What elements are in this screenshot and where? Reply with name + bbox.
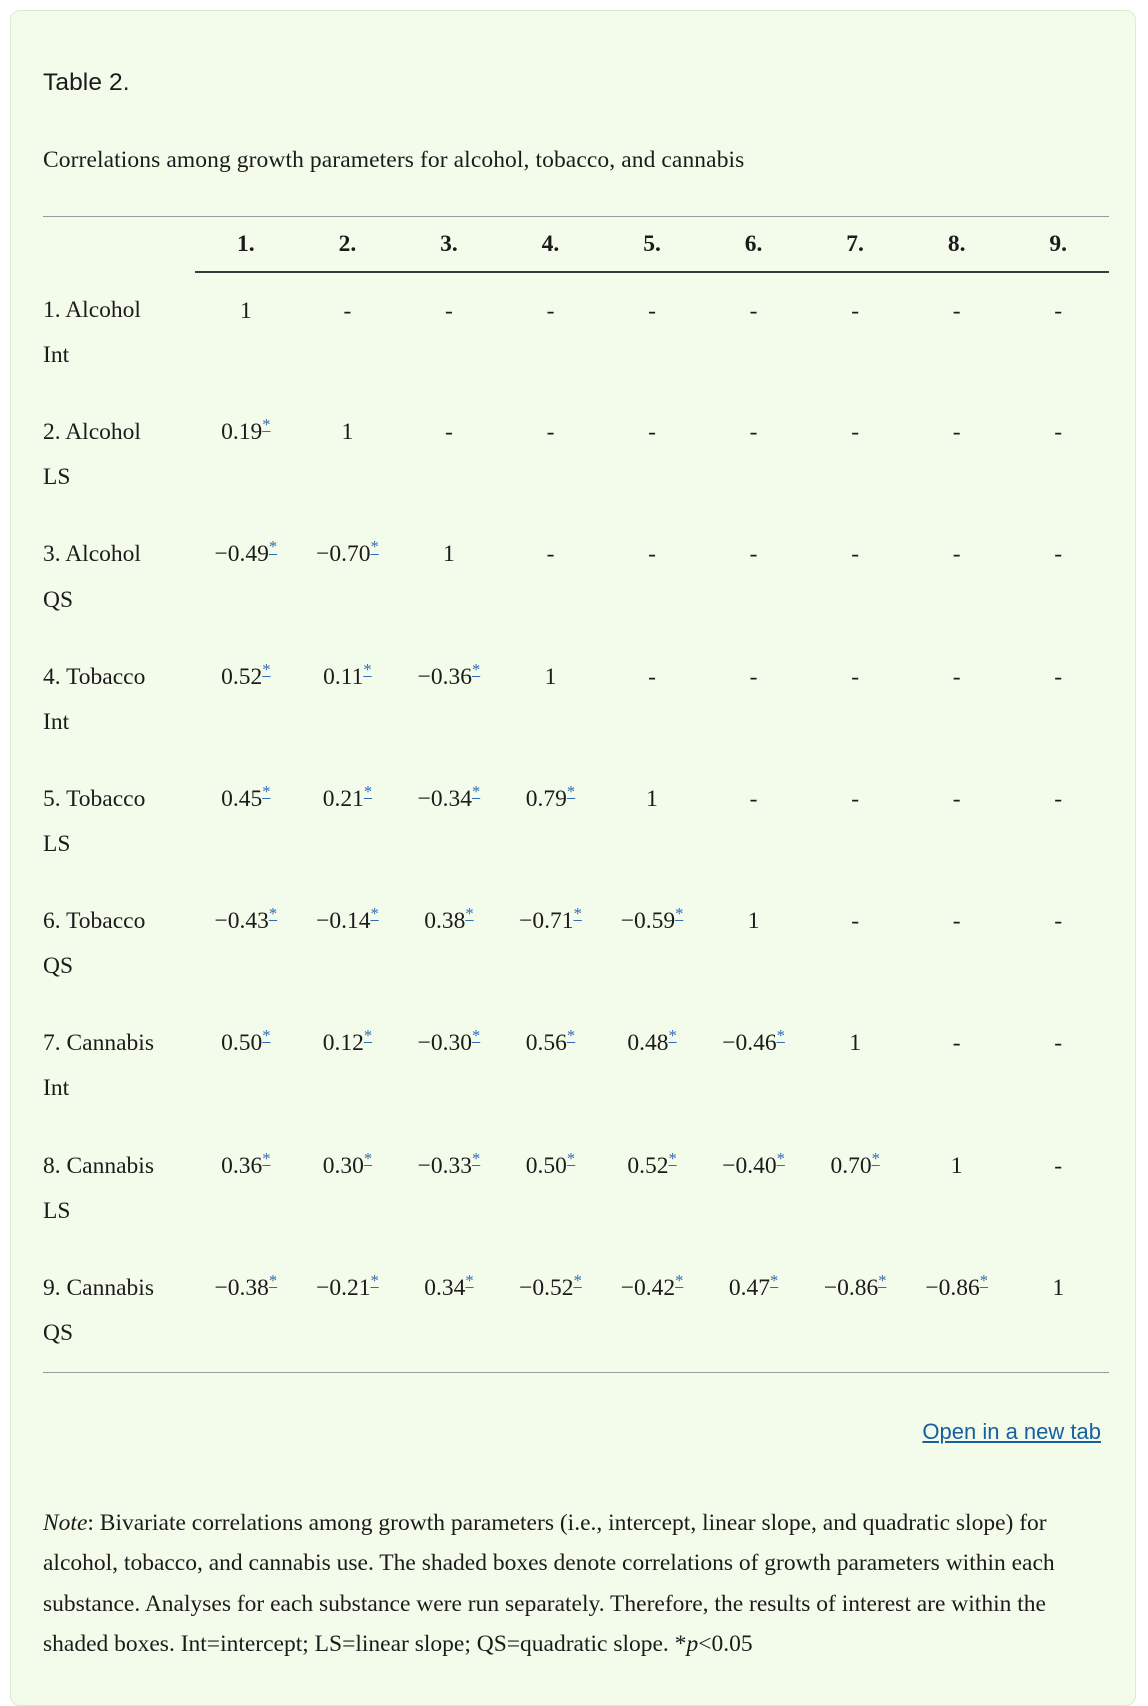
significance-star-link[interactable]: * <box>370 904 379 924</box>
table-cell-value <box>398 639 500 761</box>
table-cell-empty <box>1007 761 1109 883</box>
row-label-line2: LS <box>43 464 71 491</box>
cell-value: - <box>1054 785 1063 812</box>
row-label <box>43 272 195 394</box>
cell-value: 0.56 <box>525 1030 567 1057</box>
cell-value: - <box>952 663 961 690</box>
significance-star-link[interactable]: * <box>668 1026 677 1046</box>
column-header-4: 4. <box>500 217 602 273</box>
table-cell-empty <box>906 761 1008 883</box>
row-label-line2: Int <box>43 1075 70 1102</box>
table-cell-value <box>195 1250 297 1373</box>
table-cell-empty <box>804 516 906 638</box>
cell-value: - <box>648 663 656 690</box>
row-label-line2: Int <box>43 708 70 735</box>
cell-value: 1 <box>950 1152 963 1179</box>
row-label <box>43 639 195 761</box>
significance-star-link[interactable]: * <box>566 1148 576 1168</box>
table-cell-empty <box>906 272 1008 394</box>
cell-value: 0.19 <box>221 419 263 446</box>
table-row <box>43 1250 1109 1373</box>
cell-value: - <box>445 419 453 446</box>
cell-value: 1 <box>341 419 354 446</box>
significance-star-link[interactable]: * <box>776 1148 785 1168</box>
table-cell-value <box>195 761 297 883</box>
table-cell-empty <box>804 394 906 516</box>
table-card <box>10 10 1136 1706</box>
table-cell-value <box>601 1005 703 1127</box>
cell-value: −0.86 <box>823 1274 879 1301</box>
cell-value: −0.71 <box>519 908 574 935</box>
cell-value: 0.30 <box>322 1152 364 1179</box>
cell-value: 0.47 <box>728 1274 771 1301</box>
table-cell-value <box>500 1005 602 1127</box>
cell-value: - <box>749 785 758 812</box>
cell-value: - <box>648 541 656 568</box>
table-cell-value <box>195 394 297 516</box>
row-label-header <box>43 217 195 273</box>
significance-star-link[interactable]: * <box>472 1148 481 1168</box>
cell-value: 0.48 <box>627 1030 669 1057</box>
cell-value: 0.21 <box>322 785 364 812</box>
significance-star-link[interactable]: * <box>363 782 373 802</box>
table-cell-empty <box>703 761 805 883</box>
cell-value: - <box>851 541 860 568</box>
table-cell-value <box>398 1005 500 1127</box>
significance-star-link[interactable]: * <box>370 537 379 557</box>
table-cell-empty <box>500 394 602 516</box>
cell-value: 1 <box>849 1030 861 1057</box>
row-label <box>43 1005 195 1127</box>
row-label-line1: 1. Alcohol <box>43 297 141 323</box>
table-cell-value <box>195 272 297 394</box>
table-header-row <box>43 217 1109 273</box>
table-note <box>33 1445 1113 1705</box>
cell-value: - <box>952 541 961 568</box>
cell-value: - <box>1054 663 1063 690</box>
cell-value: 0.50 <box>221 1030 263 1057</box>
table-row <box>43 1005 1109 1127</box>
table-cell-value <box>398 761 500 883</box>
cell-value: - <box>952 908 961 935</box>
cell-value: 1 <box>646 785 658 812</box>
significance-star-link[interactable]: * <box>472 1026 481 1046</box>
cell-value: - <box>546 298 555 324</box>
cell-value: 0.36 <box>221 1152 263 1179</box>
note-label-suffix: : <box>87 1509 100 1536</box>
cell-value: - <box>749 663 758 690</box>
cell-value: −0.30 <box>417 1030 473 1057</box>
table-row <box>43 516 1109 638</box>
table-cell-value <box>195 639 297 761</box>
row-label-line1: 9. Cannabis <box>43 1274 154 1301</box>
table-cell-value <box>398 883 500 1005</box>
cell-value: 0.45 <box>221 785 263 812</box>
table-cell-empty <box>804 639 906 761</box>
table-row <box>43 761 1109 883</box>
significance-star-link[interactable]: * <box>472 782 481 802</box>
table-cell-empty <box>1007 394 1109 516</box>
column-header-7: 7. <box>804 217 906 273</box>
table-cell-empty <box>1007 272 1109 394</box>
significance-star-link[interactable]: * <box>472 659 481 679</box>
cell-value: −0.33 <box>417 1152 473 1179</box>
table-body <box>43 272 1109 1372</box>
cell-value: - <box>546 419 555 446</box>
column-header-9: 9. <box>1007 217 1109 273</box>
cell-value: - <box>1054 419 1063 446</box>
row-label-line2: Int <box>43 342 70 369</box>
cell-value: - <box>851 419 860 446</box>
table-container <box>33 216 1113 1373</box>
significance-star-link[interactable]: * <box>573 1270 582 1290</box>
cell-value: −0.86 <box>925 1274 980 1301</box>
table-cell-value <box>297 639 399 761</box>
cell-value: −0.49 <box>214 541 269 568</box>
table-cell-empty <box>906 516 1008 638</box>
cell-value: - <box>749 541 758 568</box>
significance-star-link[interactable]: * <box>268 904 278 924</box>
cell-value: - <box>952 298 961 324</box>
row-label-line2: QS <box>43 953 74 980</box>
cell-value: 0.79 <box>525 785 567 812</box>
open-in-new-tab-container <box>33 1373 1113 1445</box>
significance-star-link[interactable]: * <box>262 415 271 435</box>
column-header-1: 1. <box>195 217 297 273</box>
table-cell-value <box>703 883 805 1005</box>
table-cell-value <box>500 1128 602 1250</box>
cell-value: - <box>1054 908 1063 935</box>
cell-value: 1 <box>544 663 557 690</box>
significance-star-link[interactable]: * <box>268 537 278 557</box>
table-cell-value <box>297 516 399 638</box>
significance-star-link[interactable]: * <box>370 1270 379 1290</box>
table-cell-value <box>500 1250 602 1373</box>
row-label <box>43 394 195 516</box>
significance-star-link[interactable]: * <box>262 1026 271 1046</box>
table-cell-value <box>703 1128 805 1250</box>
cell-value: - <box>952 1030 961 1057</box>
table-cell-empty <box>1007 1128 1109 1250</box>
row-label-line1: 3. Alcohol <box>43 541 141 568</box>
cell-value: - <box>546 541 555 568</box>
table-cell-empty <box>398 272 500 394</box>
cell-value: 0.38 <box>424 908 466 935</box>
cell-value: 1 <box>443 541 455 568</box>
cell-value: - <box>851 785 860 812</box>
table-cell-empty <box>1007 516 1109 638</box>
cell-value: - <box>851 908 860 935</box>
column-header-2: 2. <box>297 217 399 273</box>
table-row <box>43 883 1109 1005</box>
table-cell-value <box>398 516 500 638</box>
table-cell-value <box>804 1128 906 1250</box>
table-cell-empty <box>804 272 906 394</box>
table-cell-empty <box>500 516 602 638</box>
table-row <box>43 639 1109 761</box>
table-cell-value <box>601 1128 703 1250</box>
column-header-8: 8. <box>906 217 1008 273</box>
correlation-table <box>43 216 1109 1373</box>
cell-value: 0.50 <box>525 1152 567 1179</box>
table-cell-value <box>500 639 602 761</box>
cell-value: - <box>952 419 961 446</box>
significance-star-link[interactable]: * <box>770 1270 779 1290</box>
significance-star-link[interactable]: * <box>566 1026 576 1046</box>
significance-star-link[interactable]: * <box>262 659 271 679</box>
cell-value: −0.40 <box>722 1152 777 1179</box>
table-cell-empty <box>601 394 703 516</box>
table-cell-value <box>906 1250 1008 1373</box>
cell-value: - <box>1054 1152 1063 1179</box>
cell-value: 0.52 <box>221 663 263 690</box>
cell-value: −0.36 <box>417 663 473 690</box>
cell-value: 1 <box>747 908 760 935</box>
table-row <box>43 1128 1109 1250</box>
table-caption: Correlations among growth parameters for alcohol, tobacco, and cannabis <box>43 147 745 173</box>
cell-value: −0.70 <box>316 541 371 568</box>
cell-value: 1 <box>239 298 252 324</box>
table-head <box>43 217 1109 273</box>
cell-value: 0.12 <box>322 1030 364 1057</box>
open-in-new-tab-link[interactable]: Open in a new tab <box>922 1418 1101 1444</box>
table-cell-empty <box>804 761 906 883</box>
table-cell-empty <box>703 394 805 516</box>
table-cell-value <box>195 1005 297 1127</box>
row-label <box>43 761 195 883</box>
cell-value: −0.46 <box>722 1030 777 1057</box>
cell-value: −0.42 <box>620 1274 676 1301</box>
note-body: Bivariate correlations among growth parameters (i.e., intercept, linear slope, and quadratic slope) for alcohol, tobacco, and cannabis use. The shaded boxes denote correlations of growth parameters within each substance. Analyses for each substance were run separately. Therefore, the results of interest are within the shaded boxes. Int=intercept; LS=linear slope; QS=quadratic slope. <box>43 1509 1055 1658</box>
cell-value: 1 <box>1052 1274 1065 1301</box>
row-label-line1: 5. Tobacco <box>43 785 146 812</box>
table-cell-value <box>195 516 297 638</box>
row-label-line2: LS <box>43 830 71 857</box>
table-cell-value <box>601 1250 703 1373</box>
cell-value: −0.38 <box>214 1274 269 1301</box>
cell-value: - <box>749 419 758 446</box>
table-cell-empty <box>500 272 602 394</box>
column-header-6: 6. <box>703 217 805 273</box>
row-label-line2: QS <box>43 586 74 613</box>
row-label-line1: 7. Cannabis <box>43 1030 154 1057</box>
significance-star-link[interactable]: * <box>878 1270 887 1290</box>
column-header-3: 3. <box>398 217 500 273</box>
significance-star-link[interactable]: * <box>668 1148 677 1168</box>
cell-value: −0.43 <box>214 908 269 935</box>
significance-star-link[interactable]: * <box>675 1270 684 1290</box>
note-p-value: <0.05 <box>698 1631 753 1658</box>
significance-star-link[interactable]: * <box>262 782 271 802</box>
cell-value: - <box>343 298 352 324</box>
table-cell-empty <box>297 272 399 394</box>
significance-star-link[interactable]: * <box>262 1148 271 1168</box>
significance-star-link[interactable]: * <box>979 1270 988 1290</box>
table-cell-value <box>398 1128 500 1250</box>
table-cell-empty <box>906 639 1008 761</box>
row-label <box>43 1128 195 1250</box>
table-cell-value <box>297 1250 399 1373</box>
significance-star-link[interactable]: * <box>363 1148 373 1168</box>
table-cell-value <box>297 761 399 883</box>
cell-value: - <box>1054 298 1063 324</box>
table-cell-value <box>500 761 602 883</box>
table-cell-empty <box>601 639 703 761</box>
cell-value: - <box>1054 1030 1063 1057</box>
table-row <box>43 394 1109 516</box>
table-cell-value <box>195 883 297 1005</box>
table-cell-value <box>601 761 703 883</box>
table-cell-value <box>1007 1250 1109 1373</box>
table-cell-empty <box>703 516 805 638</box>
table-cell-empty <box>703 639 805 761</box>
table-cell-empty <box>398 394 500 516</box>
note-label: Note <box>43 1509 88 1536</box>
table-label: Table 2. <box>43 69 130 96</box>
note-star: * <box>674 1631 687 1658</box>
cell-value: - <box>952 785 961 812</box>
table-cell-empty <box>906 1005 1008 1127</box>
table-cell-empty <box>703 272 805 394</box>
column-header-5: 5. <box>601 217 703 273</box>
significance-star-link[interactable]: * <box>465 904 474 924</box>
table-cell-empty <box>1007 883 1109 1005</box>
cell-value: - <box>851 663 860 690</box>
cell-value: - <box>749 298 758 324</box>
significance-star-link[interactable]: * <box>363 659 372 679</box>
table-cell-empty <box>906 394 1008 516</box>
cell-value: - <box>648 419 656 446</box>
cell-value: - <box>648 298 656 324</box>
cell-value: −0.59 <box>620 908 676 935</box>
cell-value: - <box>445 298 453 324</box>
table-cell-value <box>500 883 602 1005</box>
table-cell-value <box>703 1005 805 1127</box>
table-cell-value <box>195 1128 297 1250</box>
row-label-line2: LS <box>43 1197 71 1224</box>
table-cell-value <box>297 883 399 1005</box>
table-cell-empty <box>601 516 703 638</box>
row-label-line1: 2. Alcohol <box>43 419 141 446</box>
cell-value: - <box>1054 541 1063 568</box>
table-cell-value <box>804 1250 906 1373</box>
row-label <box>43 516 195 638</box>
cell-value: −0.14 <box>316 908 371 935</box>
significance-star-link[interactable]: * <box>871 1148 880 1168</box>
table-row <box>43 272 1109 394</box>
cell-value: −0.34 <box>417 785 473 812</box>
table-cell-value <box>297 1128 399 1250</box>
significance-star-link[interactable]: * <box>776 1026 785 1046</box>
cell-value: −0.52 <box>519 1274 574 1301</box>
table-cell-empty <box>804 883 906 1005</box>
table-cell-value <box>297 1005 399 1127</box>
table-cell-value <box>906 1128 1008 1250</box>
significance-star-link[interactable]: * <box>268 1270 278 1290</box>
table-cell-empty <box>601 272 703 394</box>
table-cell-value <box>703 1250 805 1373</box>
significance-star-link[interactable]: * <box>566 782 576 802</box>
row-label-line2: QS <box>43 1319 74 1346</box>
row-label-line1: 6. Tobacco <box>43 908 146 935</box>
significance-star-link[interactable]: * <box>573 904 582 924</box>
cell-value: 0.52 <box>627 1152 669 1179</box>
row-label-line1: 8. Cannabis <box>43 1152 154 1179</box>
note-p-symbol: p <box>686 1631 699 1658</box>
significance-star-link[interactable]: * <box>363 1026 373 1046</box>
table-cell-value <box>601 883 703 1005</box>
table-cell-empty <box>1007 1005 1109 1127</box>
table-cell-value <box>804 1005 906 1127</box>
table-cell-empty <box>1007 639 1109 761</box>
row-label <box>43 1250 195 1373</box>
table-cell-empty <box>906 883 1008 1005</box>
significance-star-link[interactable]: * <box>675 904 684 924</box>
table-cell-value <box>398 1250 500 1373</box>
significance-star-link[interactable]: * <box>465 1270 474 1290</box>
cell-value: 0.34 <box>424 1274 466 1301</box>
cell-value: −0.21 <box>316 1274 371 1301</box>
cell-value: - <box>851 298 860 324</box>
cell-value: 0.11 <box>323 663 364 690</box>
table-cell-value <box>297 394 399 516</box>
cell-value: 0.70 <box>830 1152 872 1179</box>
row-label <box>43 883 195 1005</box>
row-label-line1: 4. Tobacco <box>43 663 146 690</box>
